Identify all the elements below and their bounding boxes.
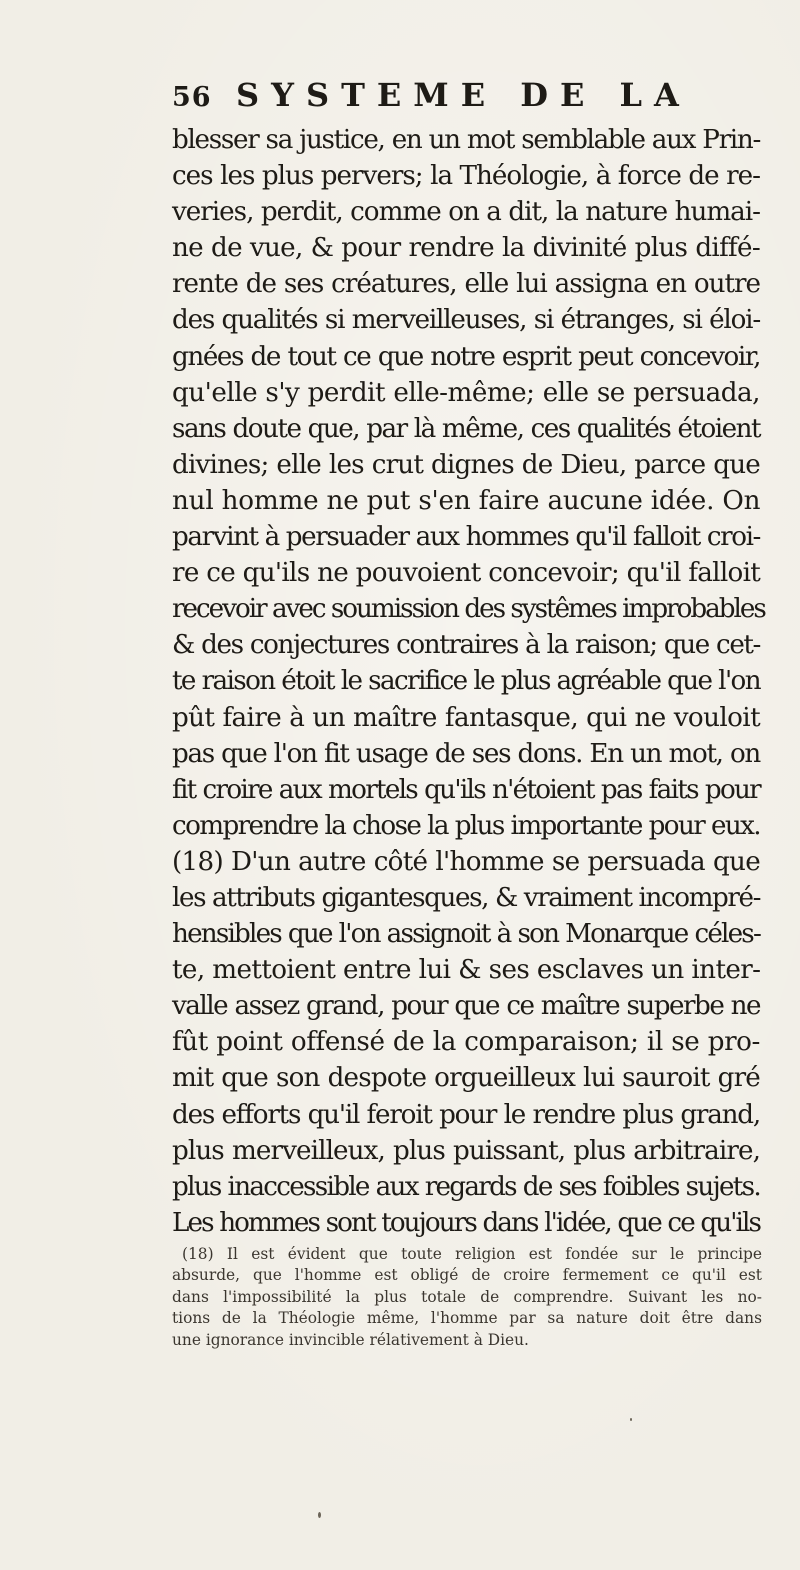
text-line: ne de vue, & pour rendre la divinité plus diffé- [172, 233, 760, 264]
text-line: fit croire aux mortels qu'ils n'étoient pas faits pour [172, 774, 760, 805]
paper-speck [318, 1512, 321, 1518]
text-line: re ce qu'ils ne pouvoient concevoir; qu'il falloit [172, 558, 761, 589]
text-line: (18) D'un autre côté l'homme se persuada que [172, 846, 760, 877]
text-line: rente de ses créatures, elle lui assigna en outre [172, 269, 760, 300]
text-line: qu'elle s'y perdit elle-même; elle se persuada, [172, 377, 760, 408]
text-line: Les hommes sont toujours dans l'idée, que ce qu'ils [172, 1207, 760, 1238]
text-line: recevoir avec soumission des systêmes improbables [172, 594, 765, 625]
text-line: sans doute que, par là même, ces qualités étoient [172, 413, 760, 444]
text-line: plus merveilleux, plus puissant, plus arbitraire, [172, 1135, 760, 1166]
text-line: mit que son despote orgueilleux lui sauroit gré [172, 1063, 760, 1094]
footnote-line: absurde, que l'homme est obligé de croire fermement ce qu'il est [172, 1266, 762, 1285]
text-line: nul homme ne put s'en faire aucune idée. On [172, 485, 761, 516]
text-line: gnées de tout ce que notre esprit peut concevoir, [172, 341, 760, 372]
text-line: valle assez grand, pour que ce maître superbe ne [172, 991, 760, 1022]
page-number: 56 [172, 82, 212, 113]
text-line: blesser sa justice, en un mot semblable aux Prin- [172, 125, 760, 155]
text-line: fût point offensé de la comparaison; il se pro- [172, 1027, 760, 1058]
text-line: hensibles que l'on assignoit à son Monarque céles- [172, 919, 760, 950]
text-line: divines; elle les crut dignes de Dieu, parce que [172, 449, 760, 480]
text-line: veries, perdit, comme on a dit, la nature humai- [172, 197, 760, 228]
text-line: pût faire à un maître fantasque, qui ne vouloit [172, 702, 760, 733]
footnote-line: une ignorance invincible rélativement à Dieu. [172, 1330, 529, 1349]
text-line: les attributs gigantesques, & vraiment incompré- [172, 882, 761, 913]
text-line: comprendre la chose la plus importante pour eux. [172, 810, 760, 841]
main-text [172, 122, 765, 1241]
paper-speck [630, 1418, 632, 1421]
text-line: plus inaccessible aux regards de ses foibles sujets. [172, 1171, 760, 1202]
footnote-line: (18) Il est évident que toute religion est fondée sur le principe [182, 1245, 762, 1263]
footnote-line: dans l'impossibilité la plus totale de comprendre. Suivant les no- [172, 1287, 762, 1306]
text-line: & des conjectures contraires à la raison; que cet- [172, 630, 760, 661]
text-line: te, mettoient entre lui & ses esclaves un inter- [172, 955, 761, 986]
text-line: des efforts qu'il feroit pour le rendre plus grand, [172, 1099, 760, 1130]
running-head [172, 76, 692, 120]
running-title: SYSTEME DE LA [236, 76, 691, 114]
text-line: des qualités si merveilleuses, si étranges, si éloi- [172, 305, 760, 336]
footnote [172, 1244, 762, 1351]
text-line: te raison étoit le sacrifice le plus agréable que l'on [172, 666, 760, 697]
text-line: ces les plus pervers; la Théologie, à force de re- [172, 161, 760, 192]
footnote-line: tions de la Théologie même, l'homme par sa nature doit être dans [172, 1309, 762, 1328]
text-line: pas que l'on fit usage de ses dons. En un mot, on [172, 738, 760, 769]
text-line: parvint à persuader aux hommes qu'il falloit croi- [172, 522, 760, 553]
